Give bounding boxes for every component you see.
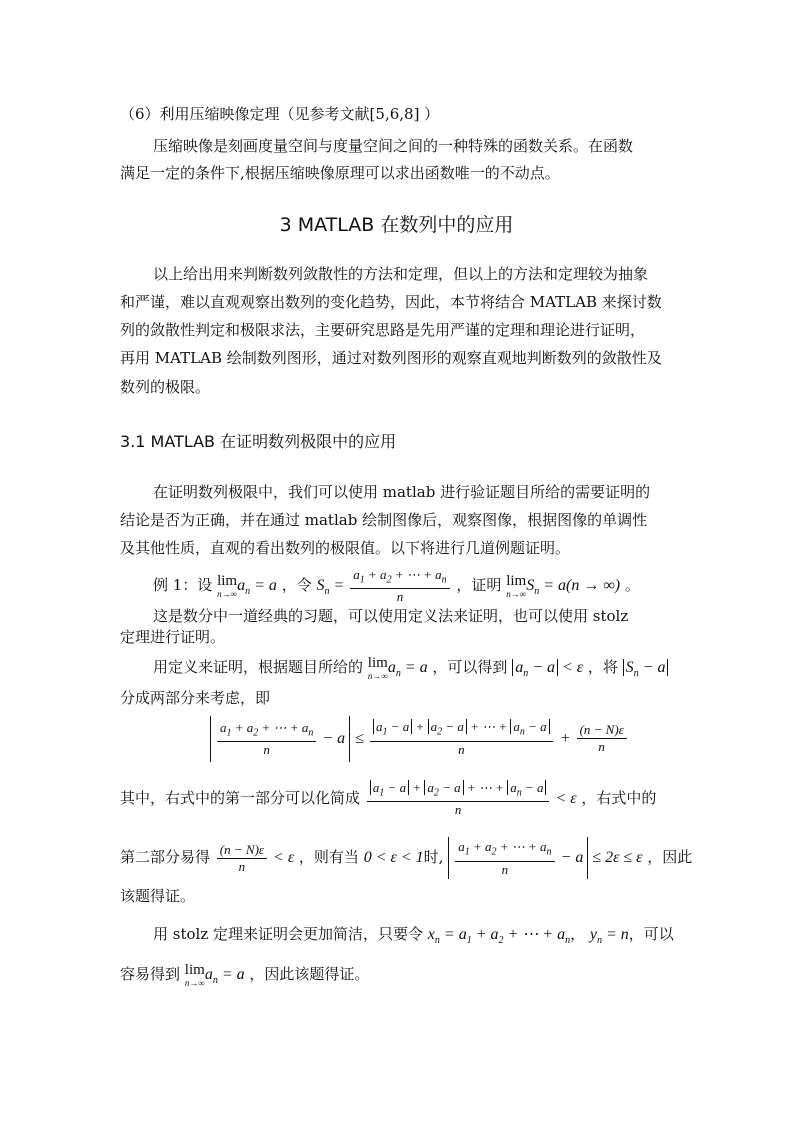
paragraph-line: 压缩映像是刻画度量空间与度量空间之间的一种特殊的函数关系。在函数 (153, 137, 634, 155)
limit-expression: lim n→∞ (217, 572, 238, 599)
text-span: 第二部分易得 (120, 848, 211, 866)
paragraph-line: 列的敛散性判定和极限求法，主要研究思路是先用严谨的定理和理论进行证明， (120, 321, 646, 339)
example-label: 例 1：设 (153, 576, 213, 594)
paragraph-line: 这是数分中一道经典的习题，可以使用定义法来证明，也可以使用 stolz (153, 607, 629, 625)
limit-expression: lim n→∞ (367, 654, 388, 681)
limit-expression: lim n→∞ (184, 961, 205, 988)
list-item-6: （6）利用压缩映像定理（见参考文献[5,6,8] ） (120, 105, 440, 123)
paragraph-line: 第二部分易得 $\frac{(n - N)\varepsilon}{n}$ < ε ，则有当 0 < ε < 1时, $\frac{a_1 + a_2 + \cdots + a_n}{n}$ − a ≤ 2ε ≤ ε ，因此 (120, 836, 680, 878)
text-span: ，因此该题得证。 (249, 965, 370, 983)
display-equation: $\frac{a_1 + a_2 + \cdots + a_n}{n}$ − a ≤ $\frac{a_1 - a + a_2 - a + \cdots + a_n - a}{n}$ + $\frac{(n - N)\varepsilon}{n}$ (210, 715, 630, 761)
paragraph-line: 和严谨，难以直观观察出数列的变化趋势，因此，本节将结合 MATLAB 来探讨数 (120, 293, 662, 311)
paragraph-line: 满足一定的条件下,根据压缩映像原理可以求出函数唯一的不动点。 (120, 164, 560, 182)
paragraph-line: 定理进行证明。 (120, 628, 226, 646)
section-heading-3: 3 MATLAB 在数列中的应用 (279, 214, 514, 236)
text-span: 用 stolz 定理来证明会更加简洁，只要令 (153, 925, 423, 943)
text-span: ，将 (587, 658, 618, 676)
paragraph-line: 以上给出用来判断数列敛散性的方法和定理，但以上的方法和定理较为抽象 (153, 265, 649, 283)
paragraph-line: 容易得到 lim n→∞ $a_n = a$ ，因此该题得证。 (120, 961, 370, 988)
paragraph-line: 在证明数列极限中，我们可以使用 matlab 进行验证题目所给的需要证明的 (153, 483, 651, 501)
text-span: 其中，右式中的第一部分可以化简成 (120, 789, 361, 807)
paragraph-line: 及其他性质，直观的看出数列的极限值。以下将进行几道例题证明。 (120, 539, 571, 557)
paragraph-line: 数列的极限。 (120, 378, 211, 396)
text-span: 。 (624, 576, 640, 594)
text-span: ，可以得到 (432, 658, 508, 676)
paragraph-line: 用定义来证明，根据题目所给的 lim n→∞ $a_n = a$ ，可以得到 $a_n - a < \varepsilon$ ，将 $S_n - a$ (153, 651, 680, 683)
paragraph-line: 其中，右式中的第一部分可以化简成 $\frac{a_1 - a + a_2 - a + \cdots + a_n - a}{n}$ < ε ，右式中的 (120, 779, 657, 818)
text-span: ，右式中的 (581, 789, 657, 807)
text-span: 容易得到 (120, 965, 181, 983)
text-span: 用定义来证明，根据题目所给的 (153, 658, 364, 676)
paragraph-line: 该题得证。 (120, 887, 196, 905)
subsection-heading-3-1: 3.1 MATLAB 在证明数列极限中的应用 (120, 432, 397, 451)
text-span: ，因此 (647, 848, 693, 866)
text-span: ，证明 (456, 576, 502, 594)
fraction: $\frac{a_1 + a_2 + \cdots + a_n}{n}$ (350, 567, 449, 606)
text-span: ， (570, 925, 586, 943)
text-span: ，则有当 (298, 848, 359, 866)
text-span: ，令 (281, 576, 312, 594)
paragraph-line: 分成两部分来考虑，即 (120, 689, 271, 707)
example-1: 例 1：设 lim n→∞ $a_n = a$ ，令 $S_n$ = $\frac{a_1 + a_2 + \cdots + a_n}{n}$ ，证明 lim n→∞ $S_n = a(n$ → ∞) 。 (153, 566, 640, 605)
paragraph-line: 用 stolz 定理来证明会更加简洁，只要令 $x_n = a_1 + a_2$ + ⋯ + $a_n$， $y_n = n$，可以 (153, 925, 674, 947)
limit-expression: lim n→∞ (506, 572, 527, 599)
paragraph-line: 结论是否为正确，并在通过 matlab 绘制图像后，观察图像，根据图像的单调性 (120, 511, 648, 529)
text-span: 时, (423, 848, 444, 866)
paragraph-line: 再用 MATLAB 绘制数列图形，通过对数列图形的观察直观地判断数列的敛散性及 (120, 349, 662, 367)
text-span: ，可以 (628, 925, 674, 943)
